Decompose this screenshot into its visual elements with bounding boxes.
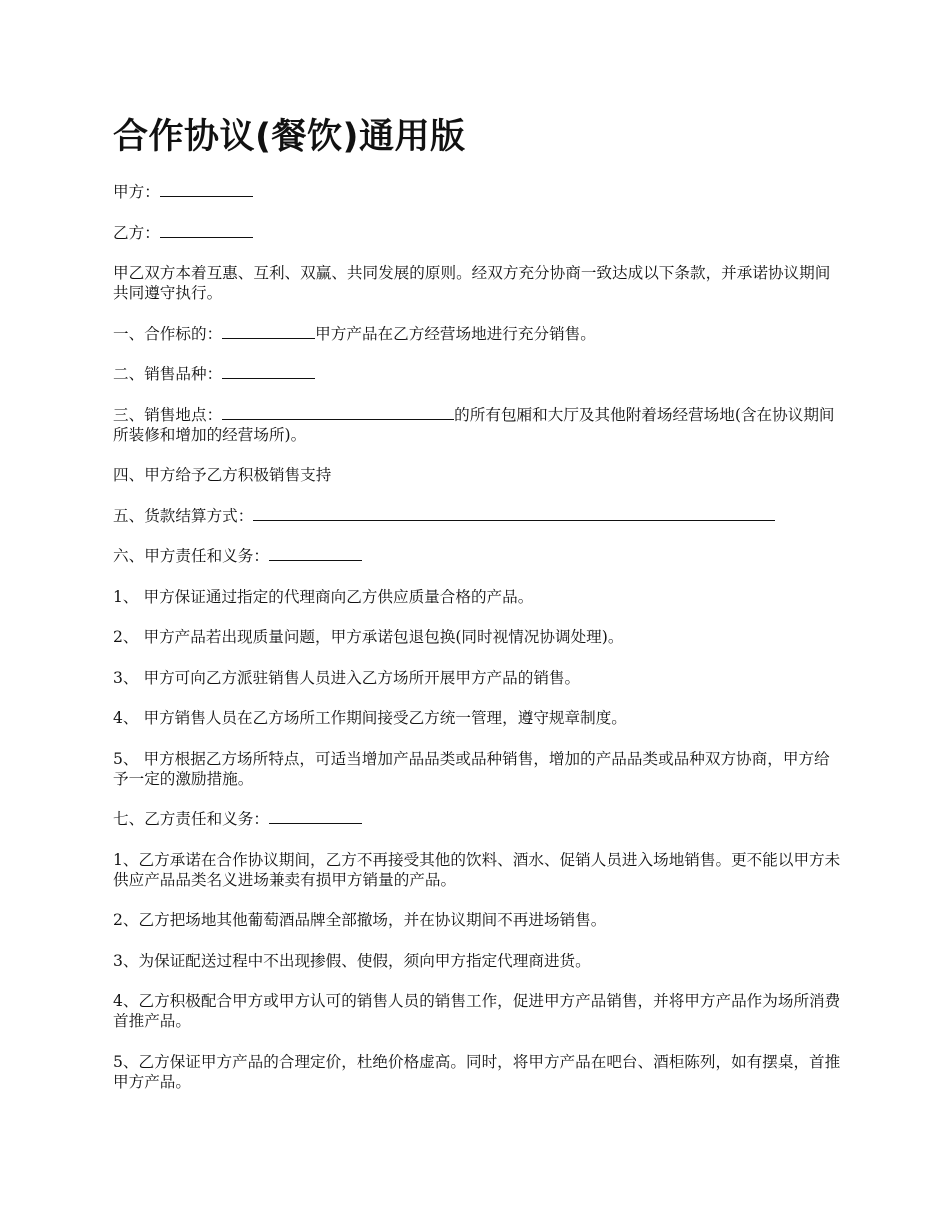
party-a-duty-3: 3、 甲方可向乙方派驻销售人员进入乙方场所开展甲方产品的销售。 — [113, 668, 581, 687]
clause-1-text: 甲方产品在乙方经营场地进行充分销售。 — [315, 324, 596, 343]
party-b-duty-5: 5、乙方保证甲方产品的合理定价，杜绝价格虚高。同时，将甲方产品在吧台、酒柜陈列，如有摆桌，首推甲方产品。 — [113, 1052, 841, 1091]
party-a-line — [113, 182, 841, 202]
party-a-blank — [160, 182, 253, 197]
clause-3 — [113, 405, 841, 445]
document-title: 合作协议(餐饮)通用版 — [113, 117, 466, 157]
clause-5 — [113, 506, 841, 526]
intro-paragraph: 甲乙双方本着互惠、互利、双赢、共同发展的原则。经双方充分协商一致达成以下条款，并承诺协议期间共同遵守执行。 — [113, 264, 831, 302]
party-b-duty-1: 1、乙方承诺在合作协议期间，乙方不再接受其他的饮料、酒水、促销人员进入场地销售。更不能以甲方未供应产品品类名义进场兼卖有损甲方销量的产品。 — [113, 850, 841, 889]
clause-6 — [113, 546, 841, 566]
clause-7 — [113, 809, 841, 829]
clause-3-blank — [222, 405, 454, 420]
party-a-duty-2: 2、 甲方产品若出现质量问题，甲方承诺包退包换(同时视情况协调处理)。 — [113, 628, 624, 646]
clause-3-text: 的所有包厢和大厅及其他附着场经营场地(含在协议期间所装修和增加的经营场所)。 — [113, 405, 835, 444]
clause-6-blank — [269, 546, 362, 561]
party-b-duty-4: 4、乙方积极配合甲方或甲方认可的销售人员的销售工作，促进甲方产品销售，并将甲方产品作为场所消费首推产品。 — [113, 992, 841, 1030]
clause-4: 四、甲方给予乙方积极销售支持 — [113, 466, 332, 484]
document-page — [113, 112, 841, 1112]
party-b-label: 乙方： — [113, 223, 160, 242]
clause-2 — [113, 364, 841, 384]
clause-2-label: 二、销售品种： — [113, 365, 223, 383]
clause-5-blank — [253, 506, 775, 521]
party-a-duty-1: 1、 甲方保证通过指定的代理商向乙方供应质量合格的产品。 — [113, 587, 534, 606]
clause-7-blank — [269, 809, 362, 824]
clause-3-label: 三、销售地点： — [113, 405, 223, 424]
clause-2-blank — [222, 364, 315, 379]
clause-1 — [113, 324, 841, 344]
party-a-label: 甲方： — [113, 183, 160, 201]
clause-6-label: 六、甲方责任和义务： — [113, 547, 269, 565]
party-b-blank — [160, 223, 253, 238]
party-a-duty-5: 5、 甲方根据乙方场所特点，可适当增加产品品类或品种销售，增加的产品品类或品种双方协商，甲方给予一定的激励措施。 — [113, 749, 830, 788]
party-a-duty-4: 4、 甲方销售人员在乙方场所工作期间接受乙方统一管理，遵守规章制度。 — [113, 709, 627, 727]
party-b-duty-3: 3、为保证配送过程中不出现掺假、使假，须向甲方指定代理商进货。 — [113, 951, 591, 970]
clause-1-blank — [222, 324, 315, 339]
clause-7-label: 七、乙方责任和义务： — [113, 810, 269, 828]
clause-5-label: 五、货款结算方式： — [113, 506, 254, 525]
clause-1-label: 一、合作标的： — [113, 324, 223, 343]
party-b-duty-2: 2、乙方把场地其他葡萄酒品牌全部撤场，并在协议期间不再进场销售。 — [113, 911, 607, 929]
party-b-line — [113, 223, 841, 243]
